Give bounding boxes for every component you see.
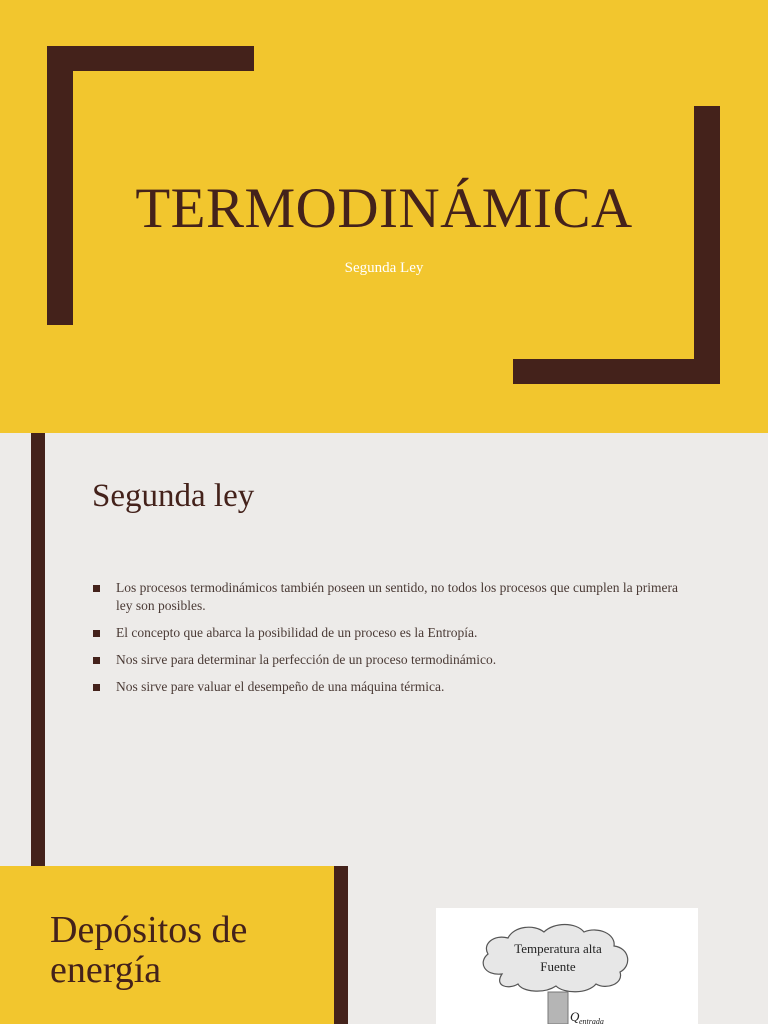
section-slide: [0, 866, 768, 1024]
list-item: [92, 651, 682, 669]
frame-corner-bottom-right-horizontal: [513, 359, 720, 384]
title-slide: [0, 0, 768, 433]
panel-accent-bar: [334, 866, 348, 1024]
list-item: [92, 678, 682, 696]
square-bullet-icon: [93, 585, 100, 592]
list-item: [92, 579, 682, 615]
square-bullet-icon: [93, 657, 100, 664]
content-slide: [0, 433, 768, 866]
frame-corner-bottom-right-vertical: [694, 106, 720, 384]
list-item-text: Nos sirve para determinar la perfección de un proceso termodinámico.: [116, 652, 497, 667]
list-item-text: Los procesos termodinámicos también poseen un sentido, no todos los procesos que cumplen la primera ley son posibles.: [116, 580, 679, 613]
slide-heading: Segunda ley: [92, 478, 255, 514]
cloud-label-line1: Temperatura alta: [514, 941, 602, 956]
presentation-subtitle: Segunda Ley: [344, 260, 424, 276]
heat-label: Q: [570, 1009, 580, 1024]
presentation-title: TERMODINÁMICA: [135, 177, 633, 240]
left-accent-bar: [31, 433, 45, 866]
square-bullet-icon: [93, 630, 100, 637]
frame-corner-top-left-horizontal: [47, 46, 254, 71]
bullet-list: [92, 579, 682, 705]
list-item-text: El concepto que abarca la posibilidad de un proceso es la Entropía.: [116, 625, 478, 640]
heat-flow-column: [548, 992, 568, 1024]
section-title: Depósitos de energía: [50, 909, 248, 991]
cloud-label-line2: Fuente: [540, 959, 576, 974]
heat-label-subscript: entrada: [579, 1017, 604, 1024]
list-item-text: Nos sirve pare valuar el desempeño de una máquina térmica.: [116, 679, 445, 694]
diagram-svg: [436, 908, 698, 1024]
reservoir-diagram: [436, 908, 698, 1024]
square-bullet-icon: [93, 684, 100, 691]
list-item: [92, 624, 682, 642]
